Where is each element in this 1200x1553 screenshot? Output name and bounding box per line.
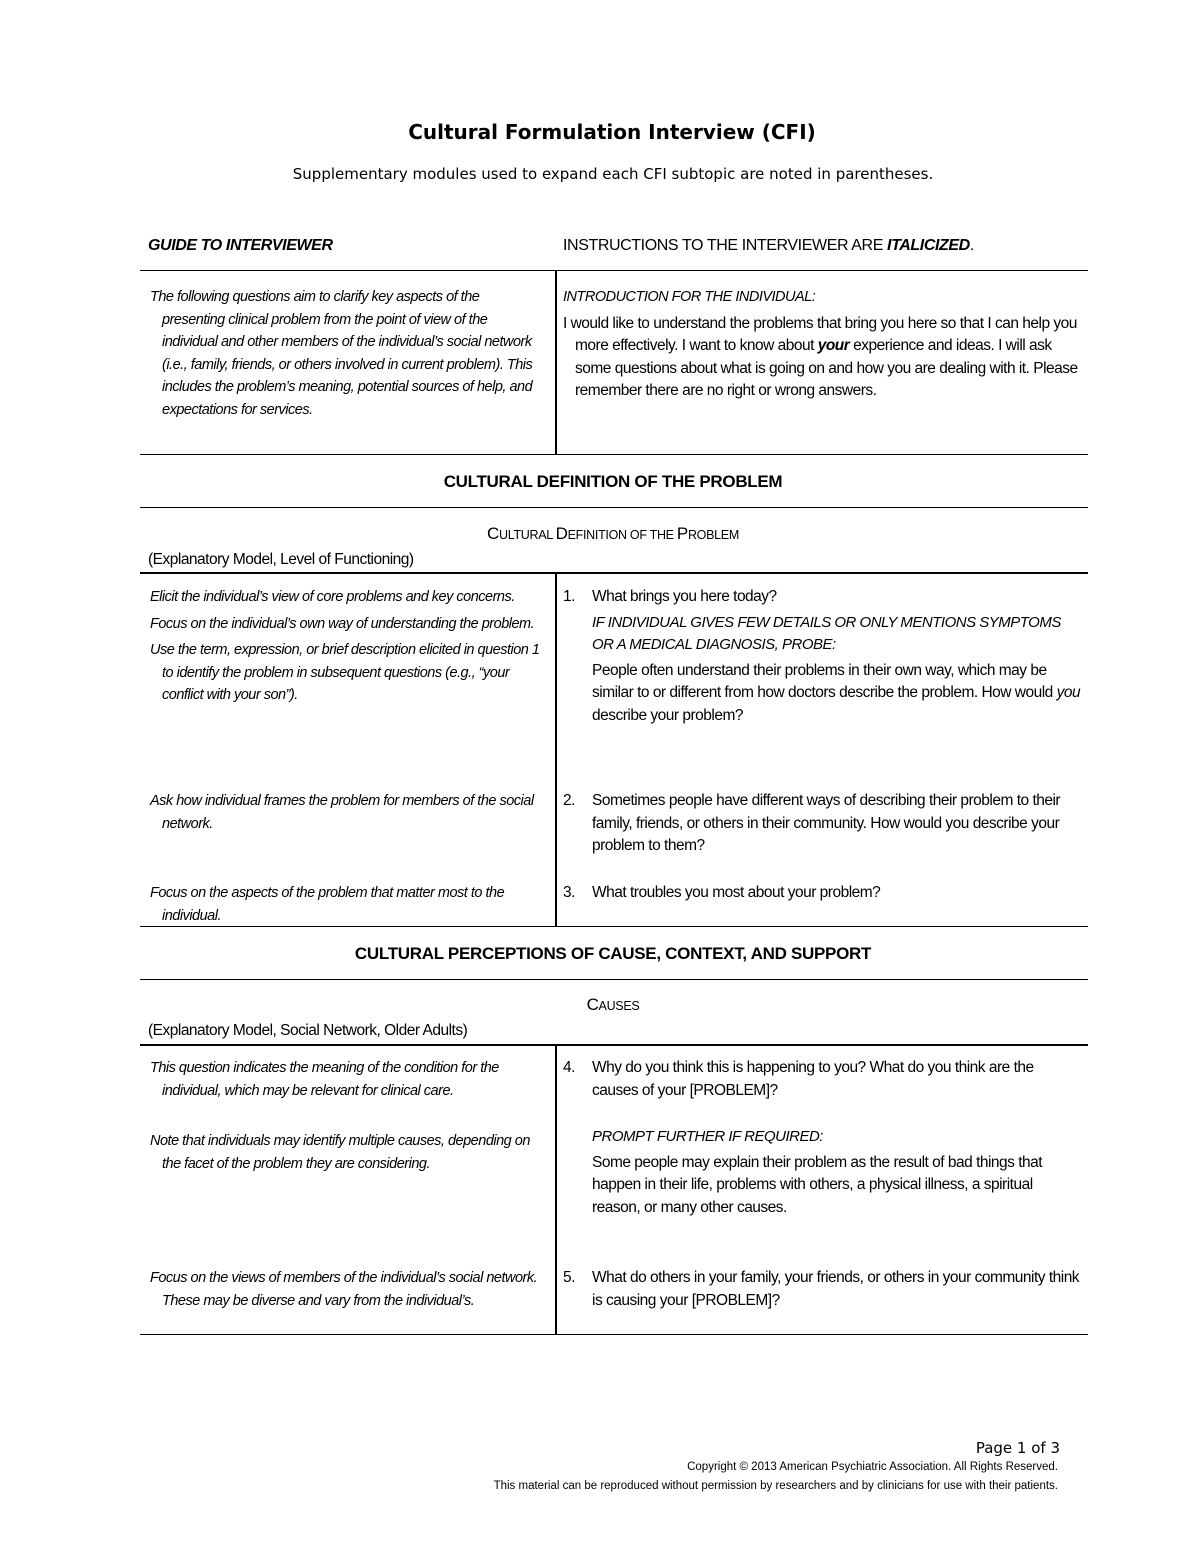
intro-guide-paragraph: The following questions aim to clarify key aspects of the presenting clinical problem from the point of view of the individual and other members of the individual’s social network (i.e., family, friends, or others involved in current problem). This includes the problem’s meaning, potential sources of help, and expectations for services.: [150, 289, 533, 418]
guide-paragraph: This question indicates the meaning of the condition for the individual, which may be relevant for clinical care.: [150, 1060, 499, 1099]
question-text: What do others in your family, your friends, or others in your community think is causing your [PROBLEM]?: [592, 1269, 1080, 1309]
question-4: [563, 1057, 1083, 1222]
reproduction-notice: This material can be reproduced without permission by researchers and by clinicians for use with their patients.: [493, 1480, 1058, 1492]
subtitle-cap: C: [487, 524, 500, 543]
guide-paragraph: Focus on the views of members of the individual’s social network. These may be diverse and vary from the individual’s.: [150, 1270, 538, 1309]
guide-paragraph: Use the term, expression, or brief description elicited in question 1 to identify the problem in subsequent questions (e.g., “your conflict with your son”).: [150, 642, 540, 703]
section1-modules: (Explanatory Model, Level of Functioning): [148, 551, 414, 568]
instructions-prefix: INSTRUCTIONS TO THE INTERVIEWER ARE: [563, 237, 888, 254]
subtitle-cap: D: [555, 524, 568, 543]
instructions-suffix: .: [969, 237, 974, 254]
intro-heading: INTRODUCTION FOR THE INDIVIDUAL:: [563, 289, 816, 305]
guide-paragraph: Focus on the individual’s own way of understanding the problem.: [150, 615, 535, 632]
document-title: Cultural Formulation Interview (CFI): [408, 120, 816, 144]
question-number: 4.: [563, 1059, 575, 1076]
rule-section2-modules: [140, 1044, 1088, 1046]
guide-paragraph: Note that individuals may identify multiple causes, depending on the facet of the problem they are considering.: [150, 1133, 530, 1172]
intro-guide-text: [150, 286, 545, 425]
question-5: [563, 1267, 1083, 1315]
section2-guide-a: [150, 1057, 545, 1106]
rule-header-bottom: [140, 270, 1088, 271]
question-text: What troubles you most about your problem?: [592, 884, 881, 901]
probe-heading: IF INDIVIDUAL GIVES FEW DETAILS OR ONLY MENTIONS SYMPTOMS OR A MEDICAL DIAGNOSIS, PROBE:: [592, 613, 1061, 653]
prompt-text: Some people may explain their problem as the result of bad things that happen in their life, problems with others, a physical illness, a spiritual reason, or many other causes.: [592, 1153, 1043, 1216]
question-number: 1.: [563, 588, 575, 605]
question-3: [563, 882, 1083, 908]
section2-guide-c: [150, 1267, 545, 1316]
subtitle-small: AUSES: [598, 999, 640, 1013]
question-number: 2.: [563, 792, 575, 809]
intro-paragraph: [563, 313, 1078, 403]
section1-guide-b: [150, 790, 545, 839]
guide-paragraph: Elicit the individual’s view of core problems and key concerns.: [150, 589, 515, 605]
rule-section1-modules: [140, 572, 1088, 574]
subtitle-cap: P: [676, 524, 688, 543]
column-divider-intro: [555, 271, 557, 454]
section-title-cultural-definition: CULTURAL DEFINITION OF THE PROBLEM: [443, 472, 783, 491]
section2-guide-b: [150, 1130, 545, 1179]
intro-emphasis: your: [817, 337, 850, 354]
instructions-header: [563, 237, 974, 255]
rule-section1-bottom: [140, 926, 1088, 927]
probe-text: [592, 660, 1083, 728]
question-number: 5.: [563, 1269, 575, 1286]
rule-section1-title: [140, 507, 1088, 508]
rule-intro-bottom: [140, 454, 1088, 455]
instructions-emphasis: ITALICIZED: [887, 237, 970, 254]
page-number: Page 1 of 3: [975, 1439, 1060, 1457]
subtitle-small: ULTURAL: [499, 528, 556, 542]
intro-instructions: [563, 286, 1078, 407]
question-text: What brings you here today?: [592, 588, 777, 605]
column-divider-section2: [555, 1045, 557, 1334]
rule-section2-title: [140, 979, 1088, 980]
section-title-cultural-perceptions: CULTURAL PERCEPTIONS OF CAUSE, CONTEXT, AND SUPPORT: [354, 944, 872, 963]
subsection-title-cultural-definition: [0, 524, 1200, 544]
probe-text-2: describe your problem?: [592, 706, 743, 724]
probe-emphasis: you: [1056, 684, 1081, 701]
column-divider-section1: [555, 573, 557, 926]
intro-text-1: I would like to understand the problems that bring you here so that I can help you more effectively. I want to know about: [563, 314, 1077, 354]
section2-modules: (Explanatory Model, Social Network, Older Adults): [148, 1022, 468, 1039]
subsection-title-causes: [0, 995, 1200, 1015]
question-2: [563, 790, 1083, 861]
copyright-notice: Copyright © 2013 American Psychiatric Association. All Rights Reserved.: [687, 1461, 1058, 1473]
subtitle-cap: C: [586, 995, 599, 1014]
section1-guide-a: [150, 586, 545, 711]
guide-paragraph: Ask how individual frames the problem for members of the social network.: [150, 793, 534, 832]
subtitle-small: EFINITION OF THE: [567, 528, 677, 542]
document-subtitle: Supplementary modules used to expand each CFI subtopic are noted in parentheses.: [292, 165, 934, 183]
guide-header: GUIDE TO INTERVIEWER: [148, 237, 333, 254]
rule-section2-bottom: [140, 1334, 1088, 1335]
guide-paragraph: Focus on the aspects of the problem that matter most to the individual.: [150, 885, 505, 924]
prompt-heading: PROMPT FURTHER IF REQUIRED:: [592, 1128, 823, 1145]
question-text: Sometimes people have different ways of describing their problem to their family, friends, or others in their community. How would you describe your problem to them?: [592, 792, 1061, 854]
question-1: [563, 586, 1083, 730]
subtitle-small: ROBLEM: [687, 528, 739, 542]
question-number: 3.: [563, 884, 575, 901]
section1-guide-c: [150, 882, 545, 931]
probe-text-1: People often understand their problems in their own way, which may be similar to or different from how doctors describe the problem. How would: [592, 661, 1057, 701]
question-text: Why do you think this is happening to you? What do you think are the causes of your [PROBLEM]?: [592, 1059, 1034, 1099]
intro-text-2: experience and ideas. I will ask some questions about what is going on and how you are dealing with it. Please remember there are no right or wrong answers.: [575, 337, 1078, 399]
